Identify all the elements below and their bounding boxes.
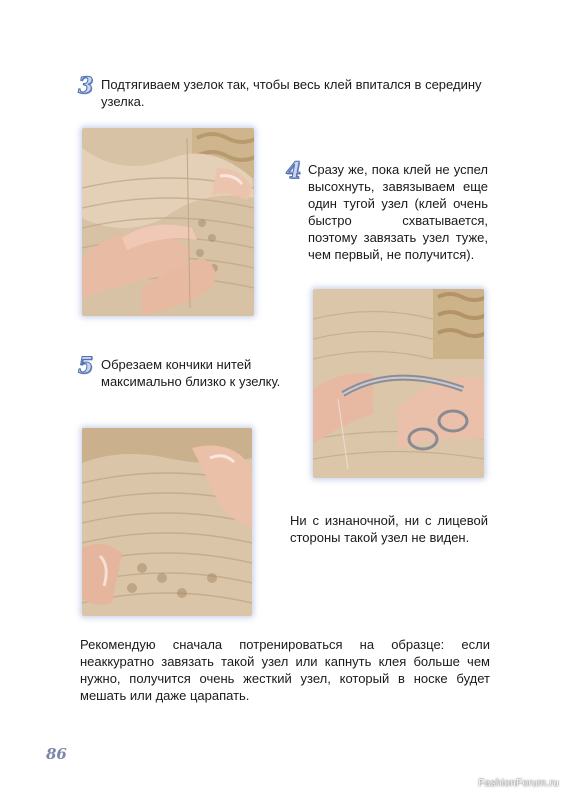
photo-tightening-knot <box>82 128 254 316</box>
watermark: FashionForum.ru <box>478 778 559 789</box>
step-5-number: 5 <box>78 353 94 379</box>
step-4-number: 4 <box>286 158 302 184</box>
step-5-text: Обрезаем кончики нитей максимально близко к узелку. <box>101 357 281 389</box>
page-number: 86 <box>46 745 67 763</box>
photo-finished-knot <box>82 428 252 616</box>
step-3-text: Подтягиваем узелок так, чтобы весь клей впитался в середину узелка. <box>101 77 482 109</box>
photo-cutting-threads <box>313 289 484 478</box>
caption-text: Ни с изнаночной, ни с лицевой стороны такой узел не виден. <box>290 513 488 545</box>
footer-note: Рекомендую сначала потренироваться на образце: если неаккуратно завязать такой узел или капнуть клея больше чем нужно, получится очень жесткий узел, который в носке будет мешать или даже царапать. <box>80 637 490 703</box>
step-3-number: 3 <box>78 73 94 99</box>
step-4-text: Сразу же, пока клей не успел высохнуть, завязываем еще один тугой узел (клей очень быстро схватывается, поэтому завязать узел туже, чем первый, не получится). <box>308 162 488 262</box>
